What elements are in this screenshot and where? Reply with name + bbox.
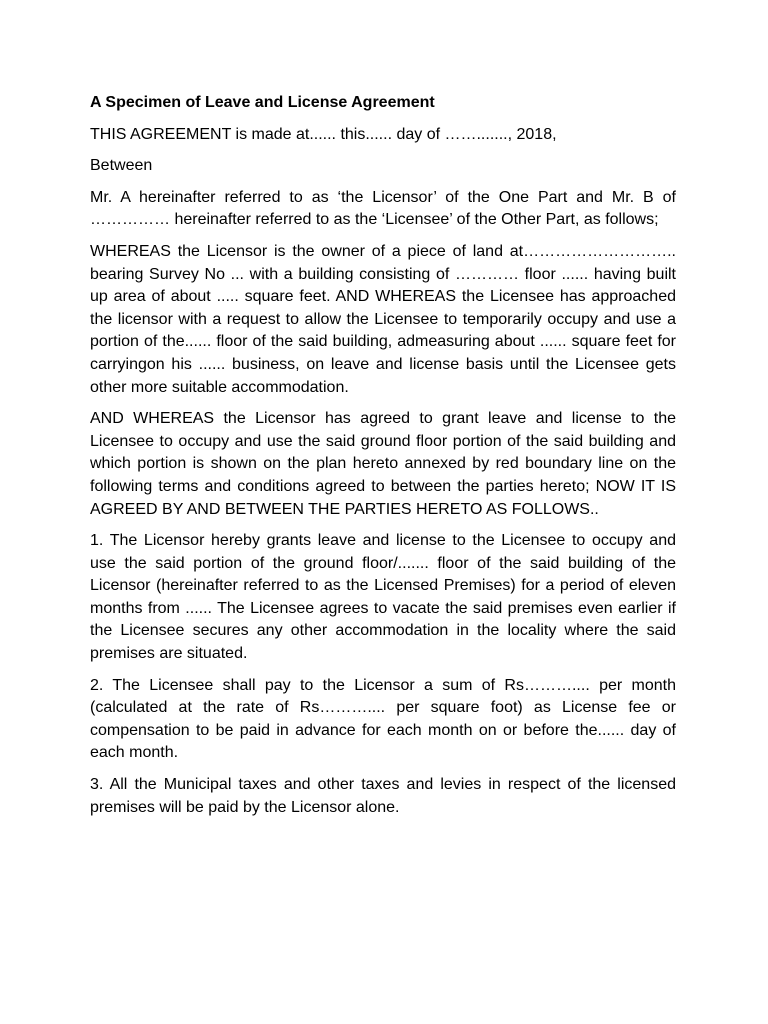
clause-1-paragraph: 1. The Licensor hereby grants leave and license to the Licensee to occupy and use the said portion of the ground floor/....... floor of the said building of the Licensor (hereinafter referred to as the Licensed Premises) for a period of eleven months from ...... The Licensee agrees to vacate the said premises even earlier if the Licensee secures any other accommodation in the locality where the said premises are situated. xyxy=(90,532,676,663)
clause-3-paragraph: 3. All the Municipal taxes and other taxes and levies in respect of the licensed premises will be paid by the Licensor alone. xyxy=(90,776,676,816)
agreement-intro-paragraph: THIS AGREEMENT is made at...... this...... day of ……......., 2018, xyxy=(90,125,557,143)
document-title: A Specimen of Leave and License Agreement xyxy=(90,94,435,111)
clause-2-paragraph: 2. The Licensee shall pay to the Licensor a sum of Rs……….... per month (calculated at the rate of Rs……….... per square foot) as License fee or compensation to be paid in advance for each month on or before the...... day of each month. xyxy=(90,676,676,762)
whereas-owner-paragraph: WHEREAS the Licensor is the owner of a piece of land at……………………….. bearing Survey No ... with a building consisting of ………… floor ...... having built up area of about ..... square feet. AND WHEREAS the Licensee has approached the licensor with a request to allow the Licensee to temporarily occupy and use a portion of the...... floor of the said building, admeasuring about ...... square feet for carryingon his ...... business, on leave and license basis until the Licensee gets other more suitable accommodation. xyxy=(90,242,676,396)
parties-paragraph: Mr. A hereinafter referred to as ‘the Licensor’ of the One Part and Mr. B of …………… hereinafter referred to as the ‘Licensee’ of the Other Part, as follows; xyxy=(90,188,676,229)
whereas-agreed-paragraph: AND WHEREAS the Licensor has agreed to grant leave and license to the Licensee to occupy and use the said ground floor portion of the said building and which portion is shown on the plan hereto annexed by red boundary line on the following terms and conditions agreed to between the parties hereto; NOW IT IS AGREED BY AND BETWEEN THE PARTIES HERETO AS FOLLOWS.. xyxy=(90,410,676,518)
document-page xyxy=(90,92,676,828)
between-paragraph: Between xyxy=(90,157,153,175)
